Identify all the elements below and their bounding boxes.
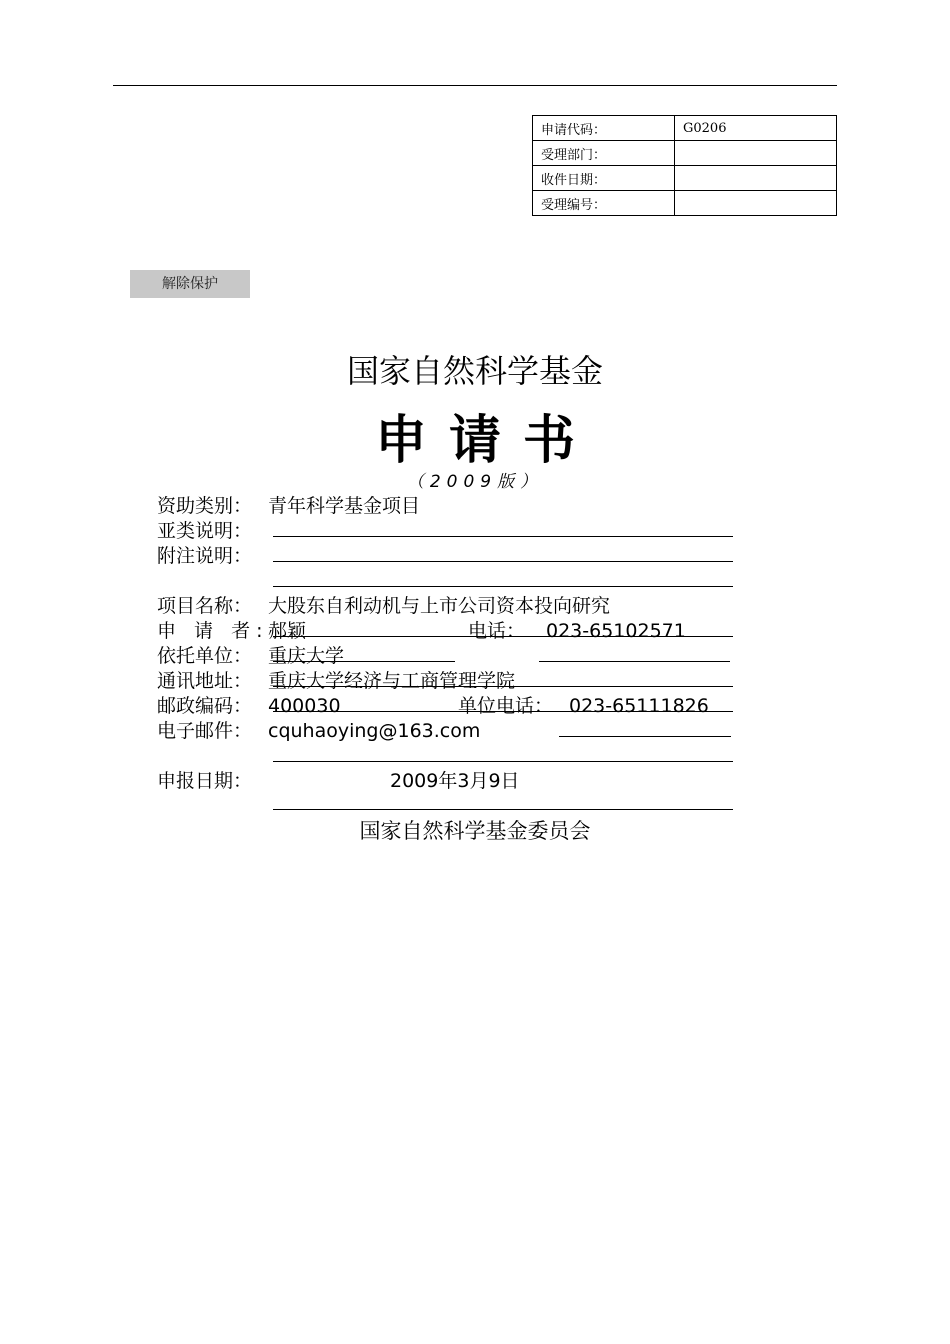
note-label: 附注说明： [157,545,253,567]
address-value[interactable]: 重庆大学经济与工商管理学院 [268,670,516,692]
header-rule [113,85,837,86]
funding-type-label: 资助类别： [157,495,253,517]
email-label: 电子邮件： [157,720,253,742]
email-underline [273,761,733,762]
postcode-label: 邮政编码： [157,695,253,717]
phone-underline [539,661,730,662]
project-name-underline [273,636,733,637]
date-label: 申报日期： [157,770,253,792]
table-row [533,141,837,166]
applicant-label: 申 请 者: [157,620,269,642]
address-label: 通讯地址： [157,670,253,692]
unit-phone-value[interactable]: 023-65111826 [569,695,709,717]
accept-number-label: 受理编号： [533,191,675,216]
unit-phone-label: 单位电话： [458,695,554,717]
department-label: 受理部门： [533,141,675,166]
accept-number-value[interactable] [675,191,837,216]
note-underline-2[interactable] [273,586,733,587]
receive-date-label: 收件日期： [533,166,675,191]
subtype-underline[interactable] [273,536,733,537]
table-row [533,191,837,216]
footer-organization: 国家自然科学基金委员会 [359,819,591,843]
funding-type-value[interactable]: 青年科学基金项目 [268,495,421,517]
application-code-table [532,115,837,216]
date-underline [273,809,733,810]
table-row [533,116,837,141]
date-value[interactable]: 2009年3月9日 [390,770,520,792]
receive-date-value[interactable] [675,166,837,191]
version-label: （2009版） [406,472,544,492]
institution-underline [273,686,733,687]
project-name-label: 项目名称： [157,595,253,617]
applicant-value[interactable]: 郝颖 [268,620,307,642]
phone-label: 电话： [468,620,526,642]
address-underline [273,711,733,712]
document-type-title: 申请书 [374,411,597,471]
code-label: 申请代码： [533,116,675,141]
unprotect-button[interactable]: 解除保护 [130,270,250,298]
project-name-value[interactable]: 大股东自利动机与上市公司资本投向研究 [268,595,611,617]
institution-label: 依托单位： [157,645,253,667]
phone-value[interactable]: 023-65102571 [546,620,686,642]
department-value[interactable] [675,141,837,166]
unit-phone-underline [559,736,731,737]
code-value[interactable]: G0206 [675,116,837,141]
applicant-underline [273,661,455,662]
subtype-label: 亚类说明： [157,520,253,542]
postcode-value[interactable]: 400030 [268,695,341,717]
page-title: 国家自然科学基金 [346,352,603,390]
email-value[interactable]: cquhaoying@163.com [268,720,481,742]
table-row [533,166,837,191]
note-underline[interactable] [273,561,733,562]
institution-value[interactable]: 重庆大学 [268,645,345,667]
